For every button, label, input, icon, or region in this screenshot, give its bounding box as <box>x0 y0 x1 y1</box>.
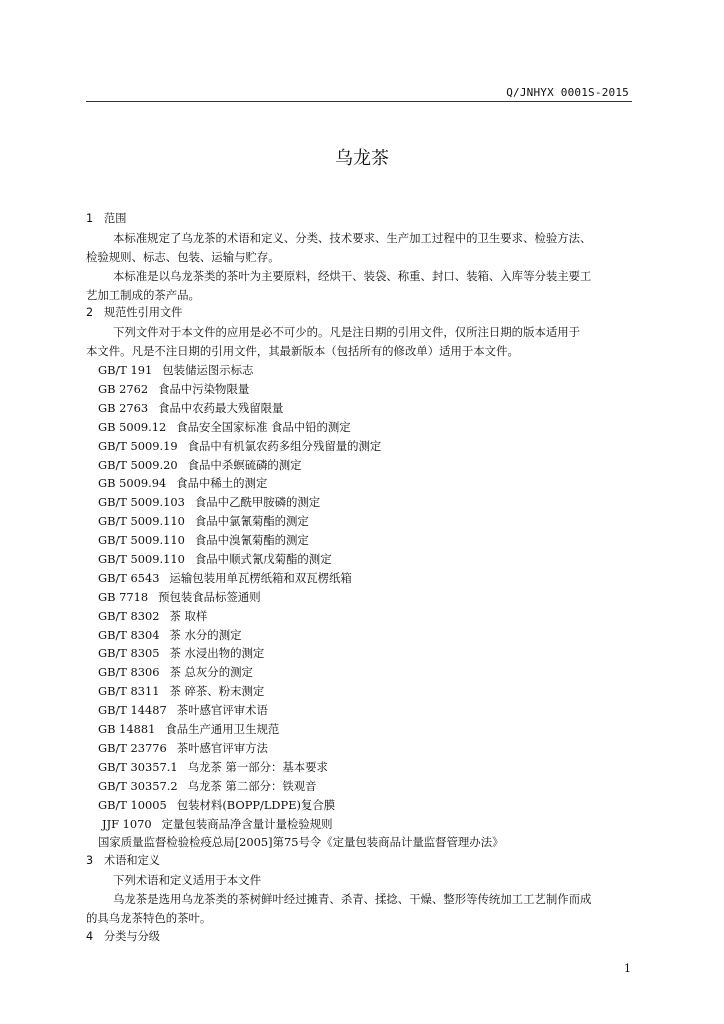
page-number: 1 <box>624 962 631 975</box>
reference-item <box>86 682 634 701</box>
reference-title: 茶 碎茶、粉末测定 <box>169 684 265 699</box>
reference-item <box>86 550 634 569</box>
reference-item <box>86 456 634 475</box>
reference-item <box>86 720 634 739</box>
reference-code: GB/T 8305 <box>98 646 160 661</box>
reference-code: GB/T 14487 <box>98 703 167 718</box>
reference-code: GB/T 10005 <box>98 797 167 812</box>
reference-code: GB/T 5009.110 <box>98 552 185 567</box>
reference-code: GB/T 30357.1 <box>98 759 178 774</box>
reference-title: 运输包装用单瓦楞纸箱和双瓦楞纸箱 <box>169 570 352 585</box>
reference-item <box>86 531 634 550</box>
reference-code: GB/T 5009.110 <box>98 533 185 548</box>
reference-title: 茶 取样 <box>169 608 208 623</box>
reference-code: JJF 1070 <box>102 816 152 831</box>
reference-code: GB 7718 <box>98 589 149 604</box>
reference-code: GB/T 30357.2 <box>98 778 178 793</box>
reference-title: 包装储运图示标志 <box>162 363 254 378</box>
section-number: 3 <box>86 854 94 868</box>
paragraph-line: 的具乌龙茶特色的茶叶。 <box>86 910 212 925</box>
reference-code: GB/T 5009.20 <box>98 457 178 472</box>
reference-item <box>86 361 634 380</box>
reference-code: GB/T 8302 <box>98 608 160 623</box>
reference-item <box>86 418 634 437</box>
reference-title: 食品中顺式氰戊菊酯的测定 <box>194 552 332 567</box>
reference-code: GB/T 191 <box>98 363 153 378</box>
paragraph-line: 艺加工制成的茶产品。 <box>86 287 200 302</box>
reference-title: 食品中污染物限量 <box>158 382 250 397</box>
section-title: 范围 <box>104 212 127 225</box>
reference-item <box>86 644 634 663</box>
reference-item <box>86 663 634 682</box>
section-number: 4 <box>86 929 94 943</box>
section-4-heading <box>86 928 634 947</box>
paragraph-line: 本文件。凡是不注日期的引用文件，其最新版本（包括所有的修改单）适用于本文件。 <box>86 344 519 359</box>
section-title: 术语和定义 <box>104 854 160 868</box>
reference-item-regulation: 国家质量监督检验检疫总局[2005]第75号令《定量包装商品计量监督管理办法》 <box>98 835 504 850</box>
section-number: 2 <box>86 306 94 320</box>
reference-code: GB/T 8306 <box>98 665 160 680</box>
reference-code: GB/T 8311 <box>98 684 160 699</box>
reference-code: GB/T 5009.103 <box>98 495 185 510</box>
reference-item <box>86 607 634 626</box>
reference-code: GB/T 5009.19 <box>98 438 178 453</box>
paragraph-line: 下列文件对于本文件的应用是必不可少的。凡是注日期的引用文件，仅所注日期的版本适用于 <box>113 325 581 340</box>
reference-title: 乌龙茶 第一部分：基本要求 <box>187 759 328 774</box>
reference-code: GB 2763 <box>98 400 149 415</box>
reference-title: 食品中有机氯农药多组分残留量的测定 <box>187 438 382 453</box>
section-3-heading <box>86 852 634 871</box>
paragraph-line: 下列术语和定义适用于本文件 <box>113 873 262 888</box>
reference-code: GB 5009.12 <box>98 419 167 434</box>
reference-code: GB/T 23776 <box>98 740 167 755</box>
section-1-heading <box>86 210 634 229</box>
header-divider <box>86 101 632 102</box>
reference-title: 茶 水浸出物的测定 <box>169 646 265 661</box>
reference-item <box>86 758 634 777</box>
reference-code: GB/T 5009.110 <box>98 514 185 529</box>
paragraph-line: 乌龙茶是选用乌龙茶类的茶树鲜叶经过摊青、杀青、揉捻、干燥、整形等传统加工工艺制作而成 <box>113 892 592 907</box>
reference-title: 食品安全国家标准 食品中铅的测定 <box>176 419 351 434</box>
reference-title: 食品中乙酰甲胺磷的测定 <box>194 495 321 510</box>
reference-item <box>86 399 634 418</box>
reference-item <box>86 796 634 815</box>
section-2-heading <box>86 304 634 323</box>
reference-title: 茶叶感官评审方法 <box>176 740 268 755</box>
reference-title: 食品中农药最大残留限量 <box>158 400 284 415</box>
reference-title: 食品中溴氰菊酯的测定 <box>194 533 309 548</box>
reference-item <box>86 777 634 796</box>
reference-item <box>86 588 634 607</box>
reference-item <box>86 701 634 720</box>
reference-item <box>86 739 634 758</box>
paragraph-line: 本标准规定了乌龙茶的术语和定义、分类、技术要求、生产加工过程中的卫生要求、检验方法、 <box>113 230 592 245</box>
reference-title: 茶叶感官评审术语 <box>176 703 268 718</box>
reference-title: 食品中氯氰菊酯的测定 <box>194 514 309 529</box>
reference-item <box>86 626 634 645</box>
reference-title: 乌龙茶 第二部分：铁观音 <box>187 778 317 793</box>
reference-title: 食品中稀土的测定 <box>176 476 268 491</box>
reference-item <box>86 569 634 588</box>
reference-code: GB 2762 <box>98 382 149 397</box>
paragraph-line: 检验规则、标志、包装、运输与贮存。 <box>86 249 280 264</box>
document-body <box>86 210 634 947</box>
reference-item <box>86 474 634 493</box>
reference-code: GB 14881 <box>98 722 156 737</box>
document-title: 乌龙茶 <box>335 148 389 169</box>
reference-title: 茶 总灰分的测定 <box>169 665 253 680</box>
standard-code: Q/JNHYX 0001S-2015 <box>506 86 629 99</box>
reference-item <box>86 493 634 512</box>
reference-item <box>86 815 634 834</box>
reference-item <box>86 380 634 399</box>
section-number: 1 <box>86 212 94 225</box>
reference-item <box>86 512 634 531</box>
reference-title: 包装材料(BOPP/LDPE)复合膜 <box>176 797 336 812</box>
reference-code: GB 5009.94 <box>98 476 167 491</box>
reference-code: GB/T 6543 <box>98 570 160 585</box>
section-title: 分类与分级 <box>104 929 160 943</box>
section-title: 规范性引用文件 <box>104 306 183 320</box>
reference-title: 预包装食品标签通则 <box>158 589 261 604</box>
reference-title: 定量包装商品净含量计量检验规则 <box>161 816 333 831</box>
reference-title: 茶 水分的测定 <box>169 627 242 642</box>
reference-title: 食品中杀螟硫磷的测定 <box>187 457 302 472</box>
reference-code: GB/T 8304 <box>98 627 160 642</box>
reference-item <box>86 437 634 456</box>
reference-title: 食品生产通用卫生规范 <box>165 722 280 737</box>
paragraph-line: 本标准是以乌龙茶类的茶叶为主要原料，经烘干、装袋、称重、封口、装箱、入库等分装主要工 <box>113 268 592 283</box>
